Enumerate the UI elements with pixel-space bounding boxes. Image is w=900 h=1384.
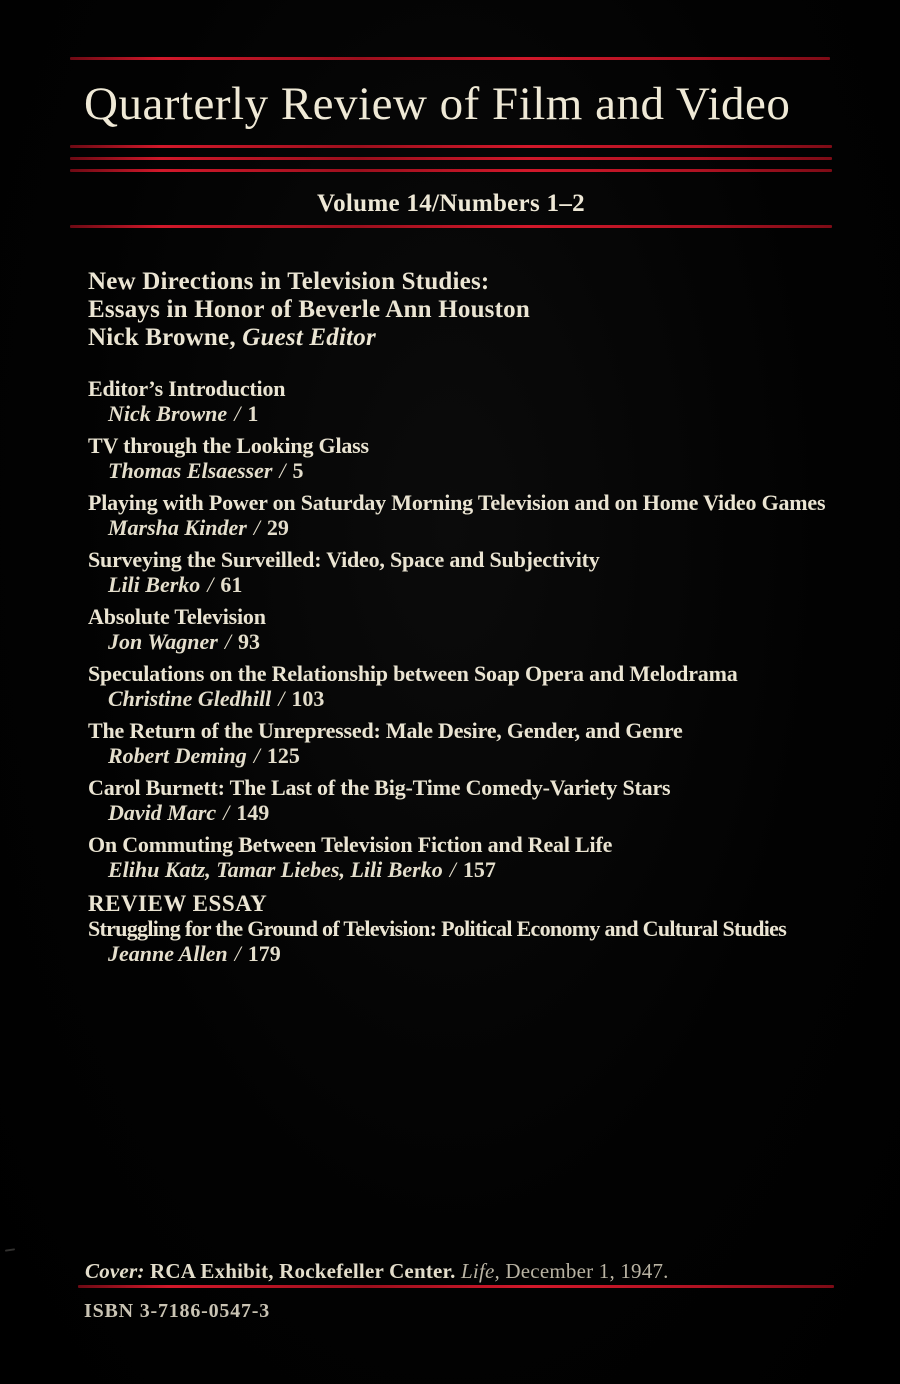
- volume-rule: [70, 225, 832, 228]
- byline-separator: /: [234, 401, 241, 426]
- review-essay-authors: Jeanne Allen: [108, 941, 228, 966]
- article-page-number: 149: [236, 800, 270, 825]
- article-page-number: 29: [266, 515, 289, 540]
- toc-entry: [88, 547, 878, 597]
- issue-title-line2: Essays in Honor of Beverle Ann Houston: [88, 296, 530, 323]
- scan-artifact: [5, 1248, 15, 1251]
- isbn: ISBN 3-7186-0547-3: [84, 1300, 271, 1322]
- article-byline: [88, 515, 878, 540]
- article-page-number: 157: [462, 857, 496, 882]
- guest-editor-name: Nick Browne,: [88, 324, 236, 351]
- cover-text: RCA Exhibit, Rockefeller Center.: [149, 1259, 456, 1283]
- article-byline: [88, 686, 878, 711]
- article-byline: [88, 800, 878, 825]
- byline-separator: /: [449, 857, 456, 882]
- toc-entry: [88, 718, 878, 768]
- toc-entry: [88, 775, 878, 825]
- article-title: Surveying the Surveilled: Video, Space and Subjectivity: [88, 547, 600, 572]
- article-title: Absolute Television: [88, 604, 266, 629]
- masthead-rule-1: [70, 145, 832, 148]
- article-byline: [88, 743, 878, 768]
- byline-separator: /: [223, 800, 230, 825]
- article-title: Carol Burnett: The Last of the Big-Time Comedy-Variety Stars: [88, 775, 671, 800]
- byline-separator: /: [253, 515, 260, 540]
- guest-editor-line: [88, 324, 848, 352]
- article-page-number: 5: [292, 458, 304, 483]
- article-authors: Marsha Kinder: [108, 515, 247, 540]
- volume-number: Volume 14/Numbers 1–2: [317, 190, 585, 217]
- article-page-number: 103: [291, 686, 325, 711]
- byline-separator: /: [278, 686, 285, 711]
- byline-separator: /: [279, 458, 286, 483]
- masthead-rule-3: [70, 169, 832, 172]
- article-page-number: 93: [237, 629, 260, 654]
- toc-entry: [88, 832, 878, 882]
- cover-label: Cover:: [85, 1259, 145, 1283]
- article-byline: [88, 401, 878, 426]
- cover-source: Life,: [461, 1259, 500, 1283]
- article-authors: Robert Deming: [108, 743, 247, 768]
- article-title: On Commuting Between Television Fiction and Real Life: [88, 832, 613, 857]
- article-byline: [88, 629, 878, 654]
- byline-separator: /: [253, 743, 260, 768]
- article-byline: [88, 458, 878, 483]
- article-authors: Thomas Elsaesser: [108, 458, 273, 483]
- article-byline: [88, 572, 878, 597]
- guest-editor-role: Guest Editor: [242, 324, 376, 351]
- article-authors: Jon Wagner: [108, 629, 218, 654]
- table-of-contents: [88, 376, 878, 889]
- byline-separator: /: [234, 941, 241, 966]
- top-rule: [70, 57, 830, 60]
- article-title: The Return of the Unrepressed: Male Desire, Gender, and Genre: [88, 718, 683, 743]
- article-authors: Nick Browne: [108, 401, 228, 426]
- article-title: Speculations on the Relationship between Soap Opera and Melodrama: [88, 661, 738, 686]
- article-byline: [88, 857, 878, 882]
- article-title: Editor’s Introduction: [88, 376, 286, 401]
- issue-title-line1: New Directions in Television Studies:: [88, 268, 490, 295]
- cover-credit: [85, 1259, 845, 1284]
- article-page-number: 125: [266, 743, 300, 768]
- byline-separator: /: [207, 572, 214, 597]
- article-page-number: 1: [247, 401, 259, 426]
- article-authors: Christine Gledhill: [108, 686, 272, 711]
- article-authors: Lili Berko: [108, 572, 201, 597]
- article-authors: David Marc: [108, 800, 217, 825]
- review-essay-section: [88, 891, 888, 966]
- article-page-number: 61: [220, 572, 243, 597]
- masthead-rule-2: [70, 157, 832, 160]
- review-essay-byline: [88, 941, 888, 966]
- article-authors: Elihu Katz, Tamar Liebes, Lili Berko: [108, 857, 443, 882]
- cover-date: December 1, 1947.: [505, 1259, 669, 1283]
- toc-entry: [88, 433, 878, 483]
- toc-entry: [88, 604, 878, 654]
- article-title: Playing with Power on Saturday Morning Television and on Home Video Games: [88, 490, 826, 515]
- review-essay-page-number: 179: [247, 941, 281, 966]
- toc-entry: [88, 490, 878, 540]
- toc-entry: [88, 661, 878, 711]
- review-essay-label: REVIEW ESSAY: [88, 891, 268, 916]
- review-essay-title: Struggling for the Ground of Television: Political Economy and Cultural Studies: [88, 916, 787, 941]
- journal-title: Quarterly Review of Film and Video: [84, 78, 791, 130]
- byline-separator: /: [224, 629, 231, 654]
- footer-rule: [78, 1285, 834, 1288]
- issue-heading: [88, 268, 848, 352]
- toc-entry: [88, 376, 878, 426]
- article-title: TV through the Looking Glass: [88, 433, 369, 458]
